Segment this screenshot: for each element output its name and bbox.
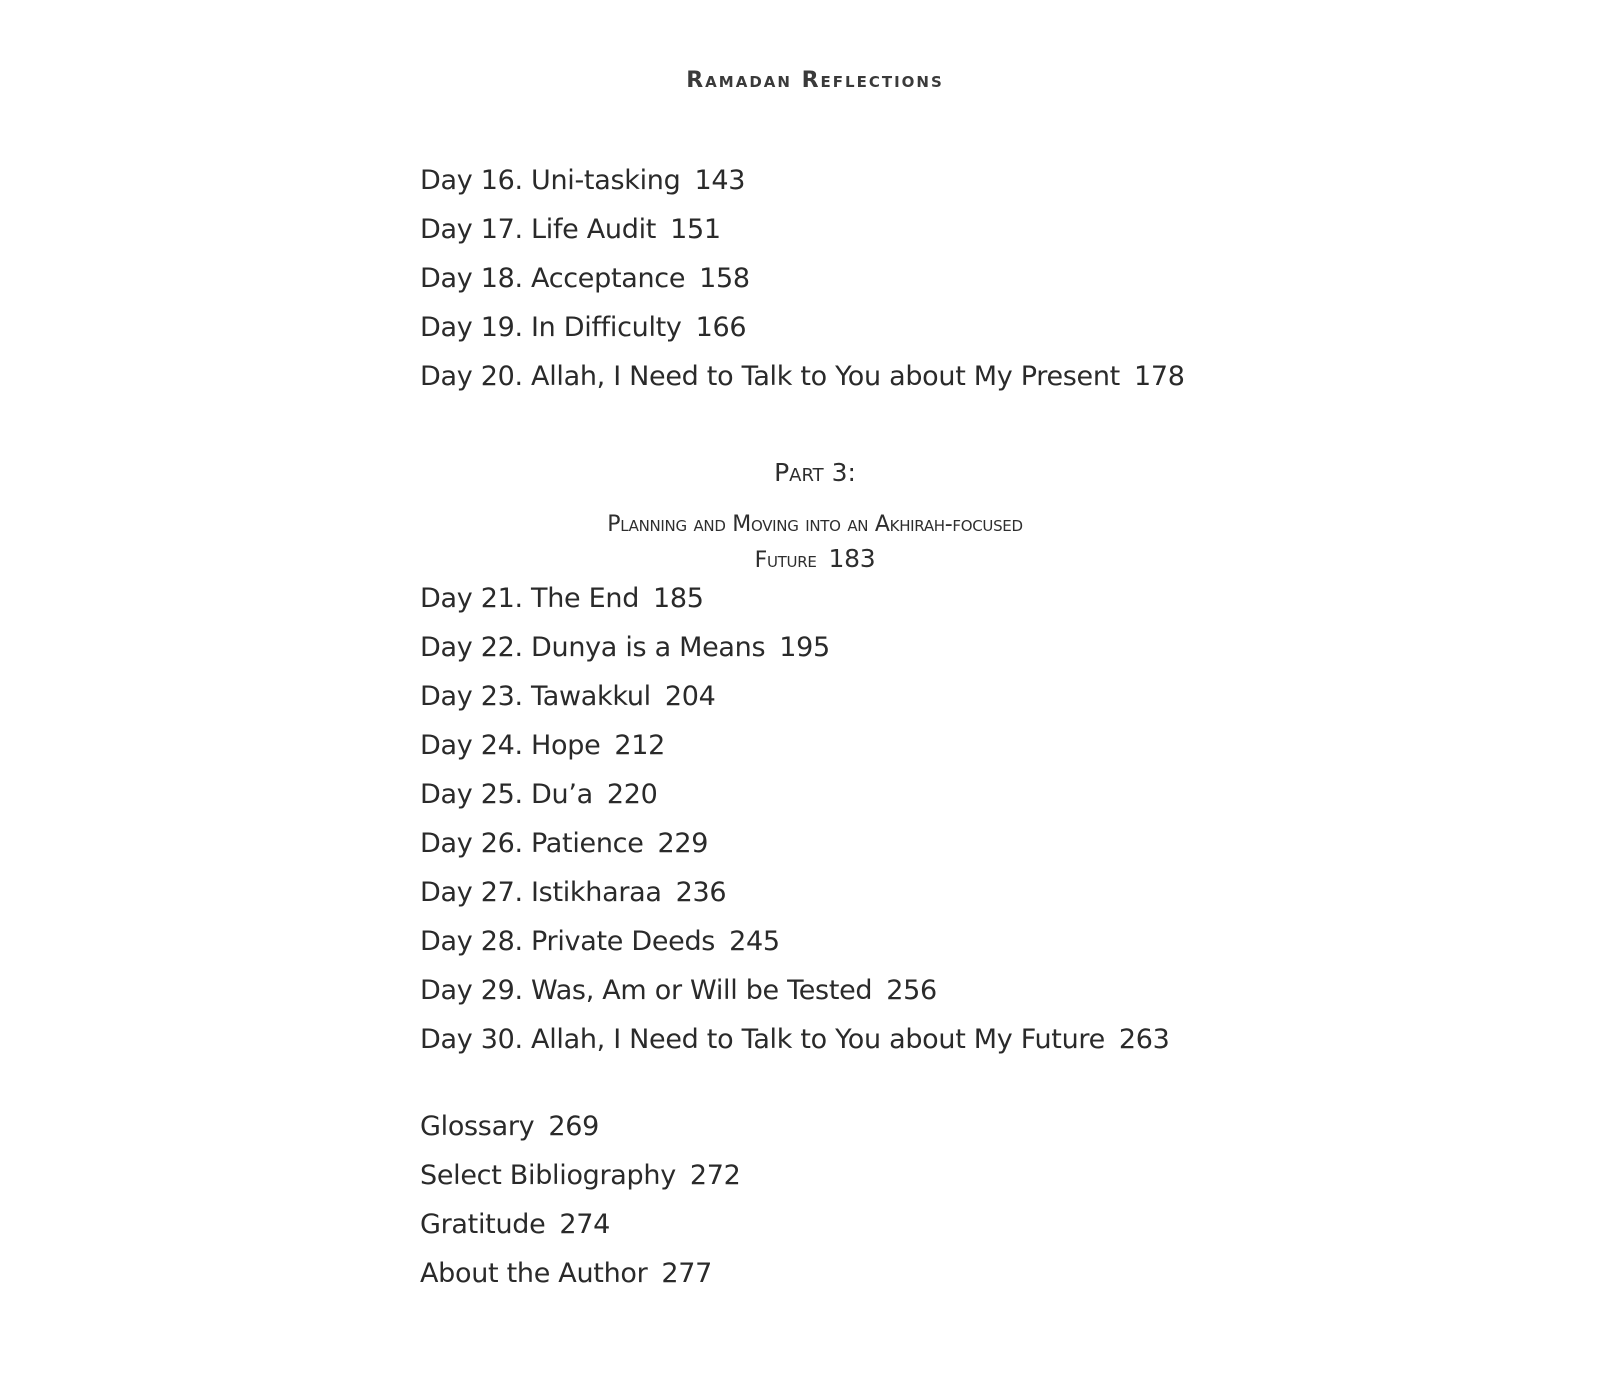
entry-title: Day 22. Dunya is a Means <box>420 632 766 663</box>
part-3-label: Part 3: <box>774 458 856 487</box>
page-number: 195 <box>779 632 830 663</box>
entry-title: Day 18. Acceptance <box>420 263 686 294</box>
toc-entry[interactable] <box>420 1015 1170 1064</box>
entry-title: Day 26. Patience <box>420 828 644 859</box>
toc-section-2 <box>420 156 1185 401</box>
page-number: 263 <box>1118 1024 1170 1055</box>
entry-title: Day 19. In Difficulty <box>420 312 682 343</box>
page-number: 272 <box>689 1160 741 1191</box>
entry-title: Day 17. Life Audit <box>420 214 657 245</box>
toc-entry[interactable] <box>420 254 1185 303</box>
page-number: 166 <box>695 312 747 343</box>
page-number: 229 <box>657 828 709 859</box>
page-number: 220 <box>606 779 658 810</box>
page-number: 158 <box>699 263 750 294</box>
entry-title: Glossary <box>420 1111 535 1142</box>
entry-title: Day 27. Istikharaa <box>420 877 662 908</box>
running-head: Ramadan Reflections <box>686 68 944 93</box>
toc-entry[interactable] <box>420 574 1170 623</box>
toc-back-matter <box>420 1102 741 1298</box>
part-3-title-word: Future <box>754 548 817 573</box>
entry-title: Day 25. Du’a <box>420 779 593 810</box>
page-number: 183 <box>828 544 876 573</box>
toc-entry[interactable] <box>420 672 1170 721</box>
toc-entry[interactable] <box>420 303 1185 352</box>
toc-entry[interactable] <box>420 770 1170 819</box>
toc-entry[interactable] <box>420 721 1170 770</box>
toc-entry[interactable] <box>420 819 1170 868</box>
toc-entry[interactable] <box>420 868 1170 917</box>
toc-entry-about-author[interactable] <box>420 1249 741 1298</box>
page-number: 151 <box>670 214 721 245</box>
toc-entry[interactable] <box>420 156 1185 205</box>
toc-entry-bibliography[interactable] <box>420 1151 741 1200</box>
toc-entry-glossary[interactable] <box>420 1102 741 1151</box>
entry-title: Day 16. Uni-tasking <box>420 165 681 196</box>
entry-title: Day 29. Was, Am or Will be Tested <box>420 975 873 1006</box>
entry-title: Day 30. Allah, I Need to Talk to You about My Future <box>420 1024 1105 1055</box>
page-number: 178 <box>1133 361 1185 392</box>
toc-entry[interactable] <box>420 966 1170 1015</box>
page-number: 204 <box>664 681 716 712</box>
page-number: 185 <box>653 583 704 614</box>
entry-title: Gratitude <box>420 1209 546 1240</box>
entry-title: About the Author <box>420 1258 648 1289</box>
page-number: 143 <box>694 165 746 196</box>
page-number: 245 <box>729 926 780 957</box>
toc-section-3 <box>420 574 1170 1064</box>
toc-entry[interactable] <box>420 623 1170 672</box>
toc-entry-gratitude[interactable] <box>420 1200 741 1249</box>
entry-title: Day 23. Tawakkul <box>420 681 651 712</box>
page-number: 269 <box>548 1111 599 1142</box>
toc-entry[interactable] <box>420 205 1185 254</box>
entry-title: Day 21. The End <box>420 583 640 614</box>
part-3-title-line1: Planning and Moving into an Akhirah-focused <box>607 512 1023 537</box>
page-number: 256 <box>886 975 937 1006</box>
part-3-title-line2 <box>0 542 1600 578</box>
entry-title: Select Bibliography <box>420 1160 676 1191</box>
page-number: 274 <box>559 1209 611 1240</box>
page-number: 277 <box>661 1258 713 1289</box>
toc-entry[interactable] <box>420 352 1185 401</box>
entry-title: Day 28. Private Deeds <box>420 926 716 957</box>
page-number: 236 <box>675 877 727 908</box>
entry-title: Day 20. Allah, I Need to Talk to You about My Present <box>420 361 1120 392</box>
page-number: 212 <box>614 730 666 761</box>
toc-entry[interactable] <box>420 917 1170 966</box>
part-3-title[interactable] <box>0 508 1600 578</box>
entry-title: Day 24. Hope <box>420 730 601 761</box>
